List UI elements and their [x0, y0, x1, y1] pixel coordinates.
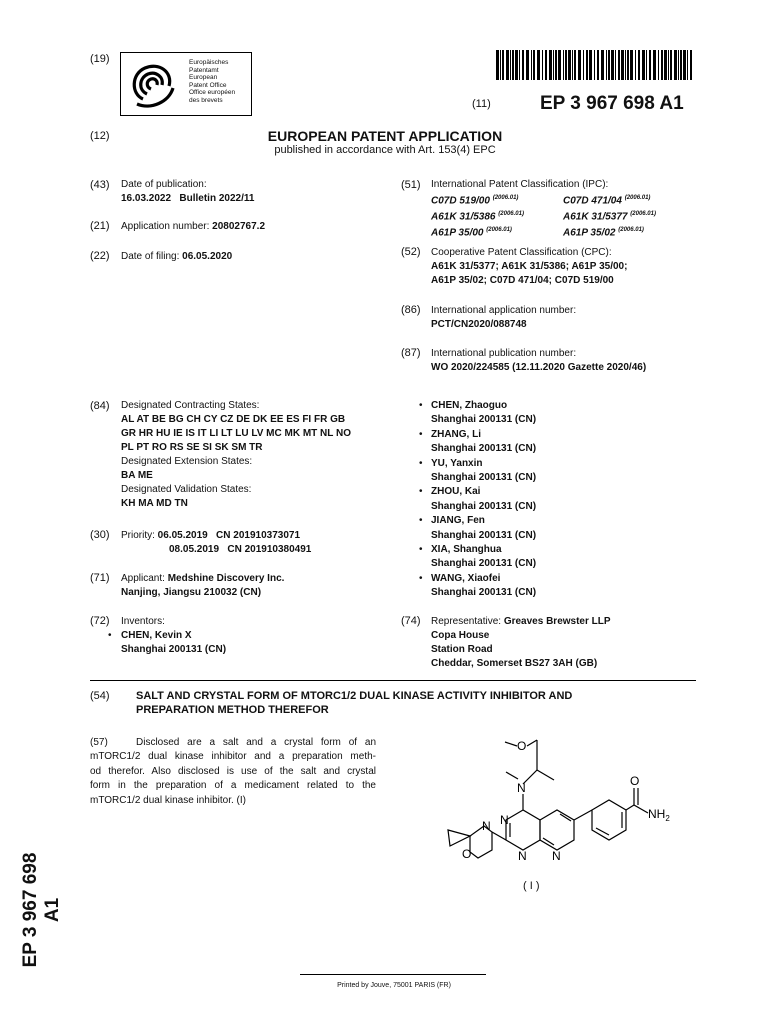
- inid-52: (52): [401, 246, 421, 258]
- barcode-bar: [687, 50, 688, 80]
- atom-n-1: N: [500, 813, 509, 827]
- barcode-bar: [618, 50, 620, 80]
- barcode-bar: [545, 50, 547, 80]
- barcode-bar: [653, 50, 656, 80]
- barcode-bar: [558, 50, 561, 80]
- barcode-bar: [615, 50, 616, 80]
- inventor-item: • YU, Yanxin Shanghai 200131 (CN): [419, 457, 536, 486]
- office-name-en-2: Patent Office: [189, 81, 227, 89]
- ipc-list: [431, 192, 721, 239]
- atom-o-morpholine: O: [462, 847, 472, 861]
- structure-label: ( I ): [523, 880, 540, 892]
- abstract-line: od therefor. Also disclosed is use of the salt and crystal: [90, 765, 376, 777]
- inid-87: (87): [401, 347, 421, 359]
- filing-date-value: 06.05.2020: [182, 251, 233, 262]
- barcode-bar: [553, 50, 554, 80]
- barcode-bar: [500, 50, 501, 80]
- office-name-fr-2: des brevets: [189, 96, 223, 104]
- abstract-line: mTORC1/2 dual kinase inhibitor. (I): [90, 794, 246, 806]
- barcode-bar: [589, 50, 592, 80]
- barcode-bar: [606, 50, 607, 80]
- barcode-bar: [611, 50, 614, 80]
- intl-application-label: International application number:: [431, 305, 577, 316]
- cpc-label: Cooperative Patent Classification (CPC):: [431, 247, 612, 258]
- extension-states-label: Designated Extension States:: [121, 456, 253, 467]
- barcode-bar: [578, 50, 581, 80]
- barcode-bar: [574, 50, 576, 80]
- inid-54: (54): [90, 690, 110, 702]
- inid-30: (30): [90, 529, 110, 541]
- representative-address-2: Station Road: [431, 644, 493, 655]
- barcode-bar: [594, 50, 595, 80]
- inventor-item: • CHEN, Kevin X: [108, 630, 192, 641]
- applicant-name: Medshine Discovery Inc.: [167, 573, 285, 584]
- barcode-bar: [674, 50, 677, 80]
- application-number-value: 20802767.2: [212, 221, 266, 232]
- atom-o-amide: O: [630, 774, 640, 788]
- publication-number: EP 3 967 698 A1: [540, 93, 684, 114]
- document-type: EUROPEAN PATENT APPLICATION: [267, 128, 503, 144]
- inventor-address: Shanghai 200131 (CN): [121, 644, 227, 655]
- inid-21: (21): [90, 220, 110, 232]
- contracting-states-label: Designated Contracting States:: [121, 400, 260, 411]
- barcode-bar: [515, 50, 518, 80]
- inventor-address: Shanghai 200131 (CN): [431, 587, 537, 599]
- application-number-label: Application number:: [121, 221, 213, 232]
- side-publication-number: EP 3 967 698 A1: [20, 852, 63, 968]
- representative-label: Representative:: [431, 616, 504, 627]
- barcode-bar: [531, 50, 532, 80]
- cpc-line-1: A61K 31/5377; A61K 31/5386; A61P 35/00;: [431, 261, 628, 272]
- printer-note: Printed by Jouve, 75001 PARIS (FR): [337, 982, 451, 989]
- ipc-entry: C07D 519/00 $^{(2006.01)}$: [431, 195, 519, 207]
- inventor-item: • ZHOU, Kai Shanghai 200131 (CN): [419, 485, 536, 514]
- barcode-bar: [661, 50, 663, 80]
- inid-84: (84): [90, 400, 110, 412]
- inventor-item: • ZHANG, Li Shanghai 200131 (CN): [419, 428, 536, 457]
- barcode-bar: [522, 50, 524, 80]
- contracting-states-line-1: AL AT BE BG CH CY CZ DE DK EE ES FI FR GB: [121, 414, 346, 425]
- barcode-bar: [549, 50, 552, 80]
- inid-71: (71): [90, 572, 110, 584]
- barcode-bar: [658, 50, 659, 80]
- ipc-entry: C07D 471/04 $^{(2006.01)}$: [563, 195, 651, 207]
- barcode-bar: [625, 50, 626, 80]
- barcode-bar: [670, 50, 672, 80]
- atom-n-2: N: [518, 849, 527, 863]
- barcode-bar: [510, 50, 511, 80]
- ipc-entry: A61P 35/02 $^{(2006.01)}$: [563, 226, 644, 238]
- barcode-bar: [565, 50, 567, 80]
- epo-emblem-icon: [123, 54, 183, 114]
- abstract-line: form in the preparation of a medicament related to the: [90, 780, 376, 792]
- atom-o-methoxy: O: [517, 739, 527, 753]
- office-name-de-2: Patentamt: [189, 66, 219, 74]
- inid-72: (72): [90, 615, 110, 627]
- filing-date-label: Date of filing:: [121, 251, 183, 262]
- applicant-address: Nanjing, Jiangsu 210032 (CN): [121, 587, 262, 598]
- inid-86: (86): [401, 304, 421, 316]
- intl-application-value: PCT/CN2020/088748: [431, 319, 527, 330]
- inventor-address: Shanghai 200131 (CN): [431, 443, 537, 455]
- barcode-bar: [512, 50, 514, 80]
- barcode-bar: [601, 50, 604, 80]
- barcode-bar: [608, 50, 610, 80]
- barcode-bar: [630, 50, 633, 80]
- barcode-bar: [583, 50, 584, 80]
- inid-22: (22): [90, 250, 110, 262]
- inventor-list: [419, 399, 536, 601]
- ipc-entry: A61K 31/5386 $^{(2006.01)}$: [431, 210, 524, 223]
- inid-43: (43): [90, 179, 110, 191]
- office-name-de-1: Europäisches: [189, 59, 229, 66]
- divider: [90, 680, 696, 681]
- barcode-bar: [502, 50, 504, 80]
- inventor-name: ZHANG, Li: [431, 428, 481, 440]
- barcode-bar: [496, 50, 499, 80]
- validation-states-label: Designated Validation States:: [121, 484, 252, 495]
- barcode-bar: [572, 50, 573, 80]
- office-name-fr-1: Office européen: [189, 89, 236, 97]
- applicant-label: Applicant:: [121, 573, 168, 584]
- inventor-name: ZHOU, Kai: [431, 486, 481, 498]
- contracting-states-line-3: PL PT RO RS SE SI SK SM TR: [121, 442, 263, 453]
- inventor-address: Shanghai 200131 (CN): [431, 529, 537, 541]
- ipc-label: International Patent Classification (IPC):: [431, 179, 609, 190]
- inventor-item: • CHEN, Zhaoguo Shanghai 200131 (CN): [419, 399, 536, 428]
- ipc-entry: A61K 31/5377 $^{(2006.01)}$: [563, 210, 656, 223]
- barcode-bar: [519, 50, 520, 80]
- barcode-bar: [638, 50, 640, 80]
- barcode-bar: [664, 50, 667, 80]
- inventor-name: CHEN, Kevin X: [121, 630, 192, 641]
- inid-57: (57): [90, 737, 108, 748]
- ipc-entry: A61P 35/00 $^{(2006.01)}$: [431, 226, 512, 238]
- barcode-bar: [586, 50, 588, 80]
- representative-name: Greaves Brewster LLP: [503, 616, 611, 627]
- barcode-bar: [678, 50, 679, 80]
- priority-line-1: 06.05.2019 CN 201910373071: [157, 530, 301, 541]
- intl-publication-label: International publication number:: [431, 348, 577, 359]
- barcode-bar: [635, 50, 636, 80]
- barcode-bar: [642, 50, 645, 80]
- atom-n-spiro: N: [482, 819, 491, 833]
- inventor-name: JIANG, Fen: [431, 515, 485, 527]
- inventor-name: WANG, Xiaofei: [431, 572, 501, 584]
- inid-51: (51): [401, 179, 421, 191]
- priority-line-2: 08.05.2019 CN 201910380491: [169, 544, 312, 555]
- barcode-bar: [621, 50, 624, 80]
- extension-states-value: BA ME: [121, 470, 153, 481]
- representative-address-1: Copa House: [431, 630, 490, 641]
- inid-11: (11): [472, 98, 491, 110]
- inventor-address: Shanghai 200131 (CN): [431, 500, 537, 512]
- atom-n-3: N: [552, 849, 561, 863]
- publication-date-label: Date of publication:: [121, 179, 207, 190]
- barcode-bar: [506, 50, 509, 80]
- inventor-address: Shanghai 200131 (CN): [431, 472, 537, 484]
- barcode-bar: [627, 50, 629, 80]
- inventor-item: • WANG, Xiaofei Shanghai 200131 (CN): [419, 572, 536, 601]
- inventor-item: • JIANG, Fen Shanghai 200131 (CN): [419, 514, 536, 543]
- barcode-bar: [533, 50, 535, 80]
- barcode: [496, 50, 696, 80]
- atom-n-amine: N: [517, 781, 526, 795]
- chemical-structure: [420, 730, 720, 900]
- inid-12: (12): [90, 130, 110, 142]
- priority-label: Priority:: [121, 530, 158, 541]
- barcode-bar: [683, 50, 686, 80]
- abstract-line: Disclosed are a salt and a crystal form of an: [136, 737, 376, 748]
- intl-publication-value: WO 2020/224585 (12.11.2020 Gazette 2020/46): [431, 362, 647, 373]
- contracting-states-line-2: GR HR HU IE IS IT LI LT LU LV MC MK MT NL NO: [121, 428, 351, 439]
- barcode-bar: [649, 50, 651, 80]
- inventor-address: Shanghai 200131 (CN): [431, 414, 537, 426]
- inventor-name: CHEN, Zhaoguo: [431, 400, 508, 411]
- barcode-bar: [542, 50, 543, 80]
- barcode-bar: [555, 50, 557, 80]
- inventor-name: YU, Yanxin: [431, 457, 483, 469]
- office-name-en-1: European: [189, 74, 218, 82]
- inid-74: (74): [401, 615, 421, 627]
- barcode-bar: [597, 50, 599, 80]
- publication-date-value: 16.03.2022 Bulletin 2022/11: [121, 193, 255, 204]
- epo-logo: [120, 52, 252, 116]
- barcode-bar: [537, 50, 540, 80]
- inventor-name: XIA, Shanghua: [431, 544, 502, 556]
- barcode-bar: [568, 50, 571, 80]
- barcode-bar: [680, 50, 682, 80]
- inid-19: (19): [90, 53, 110, 65]
- invention-title-line-2: PREPARATION METHOD THEREFOR: [136, 704, 329, 716]
- inventors-label: Inventors:: [121, 616, 165, 627]
- representative-address-3: Cheddar, Somerset BS27 3AH (GB): [431, 658, 598, 669]
- barcode-bar: [668, 50, 669, 80]
- invention-title-line-1: SALT AND CRYSTAL FORM OF MTORC1/2 DUAL KINASE ACTIVITY INHIBITOR AND: [136, 690, 573, 702]
- inventor-address: Shanghai 200131 (CN): [431, 558, 537, 570]
- barcode-bar: [646, 50, 647, 80]
- barcode-bar: [563, 50, 564, 80]
- atom-nh2: $NH_2$: [648, 807, 670, 823]
- barcode-bar: [526, 50, 529, 80]
- footer-divider: [300, 974, 486, 975]
- document-subtitle: published in accordance with Art. 153(4) EPC: [274, 144, 496, 156]
- inventor-item: • XIA, Shanghua Shanghai 200131 (CN): [419, 543, 536, 572]
- cpc-line-2: A61P 35/02; C07D 471/04; C07D 519/00: [431, 275, 614, 286]
- validation-states-value: KH MA MD TN: [121, 498, 188, 509]
- abstract-line: mTORC1/2 dual kinase inhibitor and a preparation meth-: [90, 751, 376, 763]
- barcode-bar: [690, 50, 692, 80]
- abstract: [90, 736, 376, 808]
